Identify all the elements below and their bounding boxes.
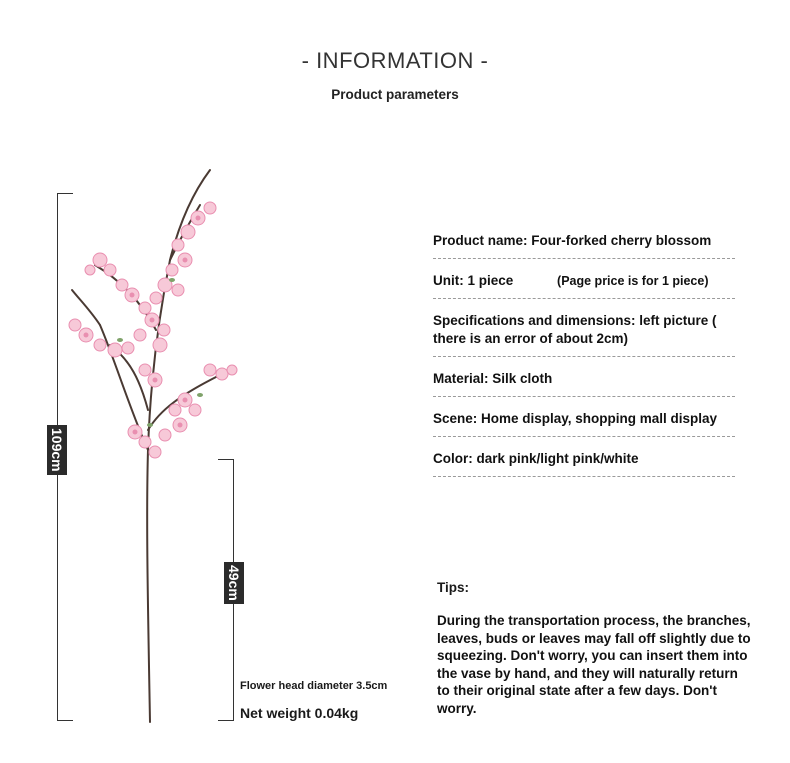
tips-title: Tips: bbox=[437, 580, 470, 595]
section-heading: - INFORMATION - bbox=[301, 48, 489, 73]
stem-height-label: 49cm bbox=[224, 562, 244, 604]
param-color bbox=[433, 450, 735, 477]
param-material bbox=[433, 370, 735, 397]
parameter-list bbox=[433, 232, 735, 490]
param-text: Material: Silk cloth bbox=[433, 371, 553, 386]
param-text: Specifications and dimensions: left picture ( there is an error of about 2cm) bbox=[433, 313, 717, 346]
param-text: Scene: Home display, shopping mall display bbox=[433, 411, 718, 426]
net-weight: Net weight 0.04kg bbox=[240, 705, 359, 721]
param-note: (Page price is for 1 piece) bbox=[557, 274, 709, 288]
param-specifications bbox=[433, 312, 735, 357]
param-scene bbox=[433, 410, 735, 437]
param-text: Unit: 1 piece bbox=[433, 273, 514, 288]
tips-body: During the transportation process, the branches, leaves, buds or leaves may fall off slightly due to squeezing. Don't worry, you can insert them into the vase by hand, and they will naturally return to their original state after a few days. Don't worry. bbox=[437, 613, 751, 716]
flower-head-diameter: Flower head diameter 3.5cm bbox=[240, 680, 388, 692]
cherry-blossom-image bbox=[60, 160, 250, 725]
section-subheading: Product parameters bbox=[331, 87, 459, 102]
total-height-label: 109cm bbox=[47, 425, 67, 475]
param-text: Product name: Four-forked cherry blossom bbox=[433, 233, 712, 248]
param-text: Color: dark pink/light pink/white bbox=[433, 451, 639, 466]
param-unit bbox=[433, 272, 735, 299]
param-product-name bbox=[433, 232, 735, 259]
